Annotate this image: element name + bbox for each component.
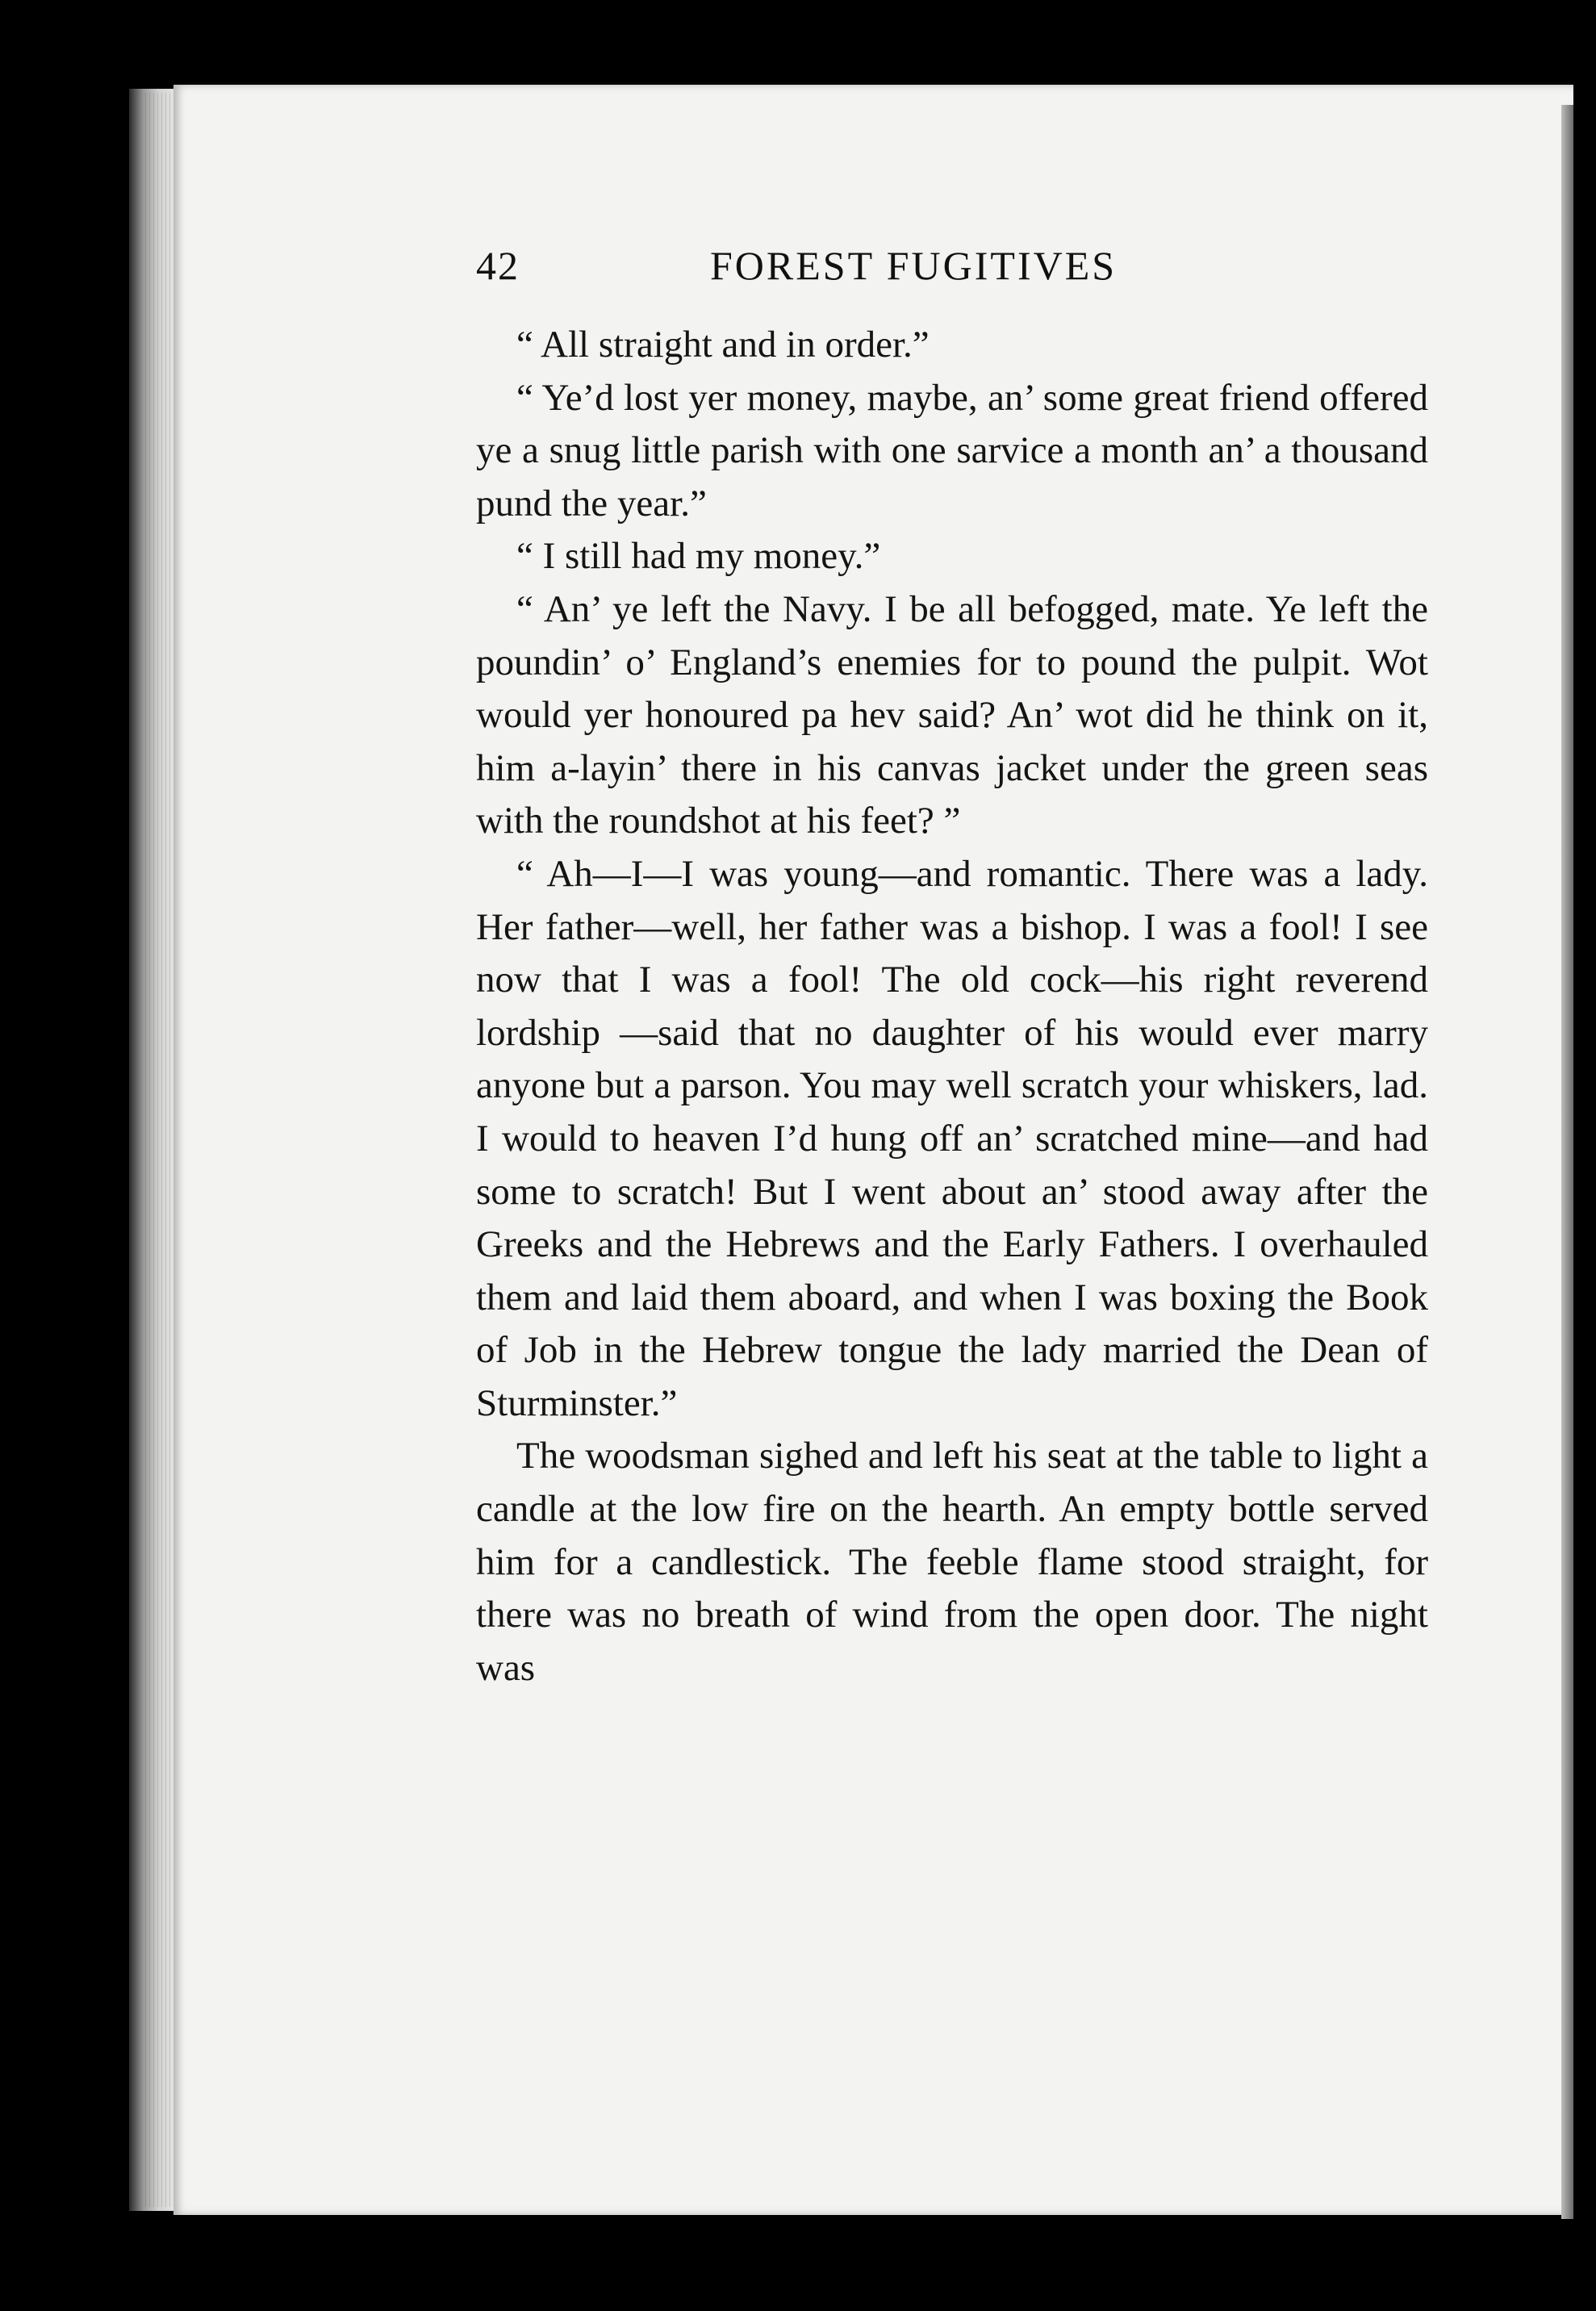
running-head: FOREST FUGITIVES (710, 243, 1118, 288)
page-edge-lines (145, 93, 173, 2207)
paragraph: The woodsman sighed and left his seat at the table to light a candle at the low fire on the hearth. An empty bottle served him for a candlestick. The feeble flame stood straight, for there was no breath of wind from the open door. The night was (476, 1435, 1428, 1689)
paragraph: “ All straight and in order.” (516, 324, 930, 366)
paragraph: “ Ye’d lost yer money, maybe, an’ some great friend offered ye a snug little parish with one sarvice a month an’ a thousand pund the year.” (476, 376, 1428, 524)
paragraph: “ Ah—I—I was young—and romantic. There was a lady. Her father—well, her father was a bishop. I was a fool! I see now that I was a fool! The old cock—his right reverend lordship —said that no daughter of his would ever marry anyone but a parson. You may well scratch your whiskers, lad. I would to heaven I’d hung off an’ scratched mine—and had some to scratch! But I went about an’ stood away after the Greeks and the Hebrews and the Early Fathers. I overhauled them and laid them aboard, and when I was boxing the Book of Job in the Hebrew tongue the lady married the Dean of Sturminster.” (476, 852, 1428, 1424)
page-header (476, 242, 1428, 299)
paragraph: “ An’ ye left the Navy. I be all befogged, mate. Ye left the poundin’ o’ England’s enemies for to pound the pulpit. Wot would yer honoured pa hev said? An’ wot did he think on it, him a-layin’ there in his canvas jacket under the green seas with the roundshot at his feet? ” (476, 587, 1428, 842)
body-text (476, 319, 1428, 1695)
right-page-edge (1561, 105, 1573, 2219)
page-number: 42 (476, 243, 520, 288)
paragraph: “ I still had my money.” (516, 535, 881, 578)
